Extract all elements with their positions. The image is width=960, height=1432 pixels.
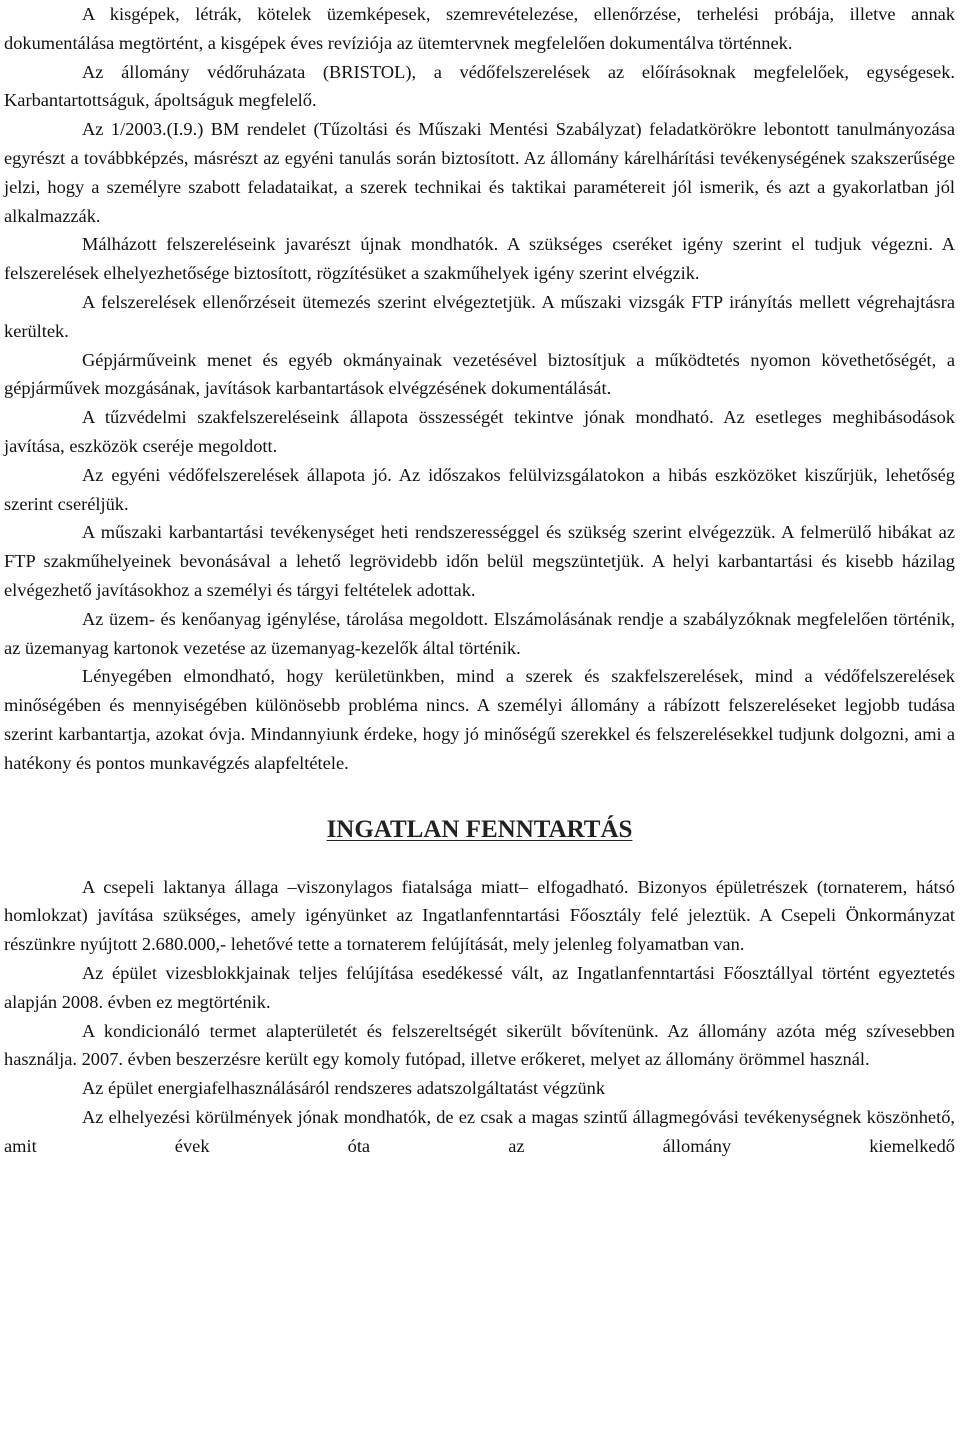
paragraph-fuel: Az üzem- és kenőanyag igénylése, tárolása megoldott. Elszámolásának rendje a szabályzóknak megfelelően történik, az üzemanyag kartonok vezetése az üzemanyag-kezelők által történik. <box>4 608 955 658</box>
paragraph-barracks-condition: A csepeli laktanya állaga –viszonylagos fiatalsága miatt– elfogadható. Bizonyos épületrészek (tornaterem, hátsó homlokzat) javítása szükséges, amely igényünket az Ingatlanfenntartási Főosztály felé jeleztük. A Csepeli Önkormányzat részünkre nyújtott 2.680.000,- lehetővé tette a tornaterem felújítását, mely jelenleg folyamatban van. <box>4 876 955 955</box>
paragraph-vehicle-documents: Gépjárműveink menet és egyéb okmányainak vezetésével biztosítjuk a működtetés nyomon követhetőségét, a gépjárművek mozgásának, javítások karbantartások elvégzésének dokumentálását. <box>4 349 955 399</box>
paragraph-packed-equipment: Málházott felszereléseink javarészt újnak mondhatók. A szükséges cseréket igény szerint el tudjuk végezni. A felszerelések elhelyezhetősége biztosított, rögzítésüket a szakműhelyek igény szerint elvégzik. <box>4 234 955 284</box>
paragraph-personal-protective: Az egyéni védőfelszerelések állapota jó. Az időszakos felülvizsgálatokon a hibás eszközöket kiszűrjük, lehetőség szerint cseréljük. <box>4 464 955 514</box>
document-page <box>4 0 955 1160</box>
paragraph-small-tools: A kisgépek, létrák, kötelek üzemképesek, szemrevételezése, ellenőrzése, terhelési próbája, illetve annak dokumentálása megtörtént, a kisgépek éves revíziója az ütemtervnek megfelelően dokumentálva történnek. <box>4 4 955 53</box>
paragraph-regulation-study: Az 1/2003.(I.9.) BM rendelet (Tűzoltási és Műszaki Mentési Szabályzat) feladatkörökre lebontott tanulmányozása egyrészt a továbbképzés, másrészt az egyéni tanulás során biztosított. Az állomány kárelhárítási tevékenységének szakszerűsége jelzi, hogy a személyre szabott feladataikat, a szerek technikai és taktikai paramétereit jól ismerik, és azt a gyakorlatban jól alkalmazzák. <box>4 119 955 226</box>
paragraph-maintenance: A műszaki karbantartási tevékenységet heti rendszerességgel és szükség szerint elvégezzük. A felmerülő hibákat az FTP szakműhelyeinek bevonásával a lehető legrövidebb időn belül megszüntetjük. A helyi karbantartási és kisebb házilag elvégezhető javításokhoz a személyi és tárgyi feltételek adottak. <box>4 522 955 600</box>
paragraph-fire-equipment-state: A tűzvédelmi szakfelszereléseink állapota összességét tekintve jónak mondható. Az esetleges meghibásodások javítása, eszközök cseréje megoldott. <box>4 407 955 456</box>
paragraph-energy-reporting: Az épület energiafelhasználásáról rendszeres adatszolgáltatást végzünk <box>82 1078 606 1099</box>
paragraph-water-blocks: Az épület vizesblokkjainak teljes felújítása esedékessé vált, az Ingatlanfenntartási Főosztállyal történt egyeztetés alapján 2008. évben ez megtörténik. <box>4 962 955 1012</box>
paragraph-accommodation: Az elhelyezési körülmények jónak mondhatók, de ez csak a magas szintű állagmegóvási tevékenységnek köszönhető, amit évek óta az állomány kiemelkedő <box>4 1106 955 1156</box>
section-spacer <box>4 778 955 807</box>
paragraph-fitness-room: A kondicionáló termet alapterületét és felszereltségét sikerült bővítenünk. Az állomány azóta még szívesebben használja. 2007. évben beszerzésre került egy komoly futópad, illetve erőkeret, melyet az állomány örömmel használ. <box>4 1020 955 1070</box>
paragraph-summary: Lényegében elmondható, hogy kerületünkben, mind a szerek és szakfelszerelések, mind a védőfelszerelések minőségében és mennyiségében különösebb probléma nincs. A személyi állomány a rábízott felszereléseket legjobb tudása szerint karbantartja, azokat óvja. Mindannyiunk érdeke, hogy jó minőségű szerekkel és felszerelésekkel tudjunk dolgozni, ami a hatékony és pontos munkavégzés alapfeltétele. <box>4 666 955 773</box>
section-heading: INGATLAN FENNTARTÁS <box>326 815 633 843</box>
paragraph-protective-clothing: Az állomány védőruházata (BRISTOL), a védőfelszerelések az előírásoknak megfelelőek, egységesek. Karbantartottságuk, ápoltságuk megfelelő. <box>4 61 955 111</box>
paragraph-equipment-checks: A felszerelések ellenőrzéseit ütemezés szerint elvégeztetjük. A műszaki vizsgák FTP irányítás mellett végrehajtásra kerültek. <box>4 291 955 341</box>
